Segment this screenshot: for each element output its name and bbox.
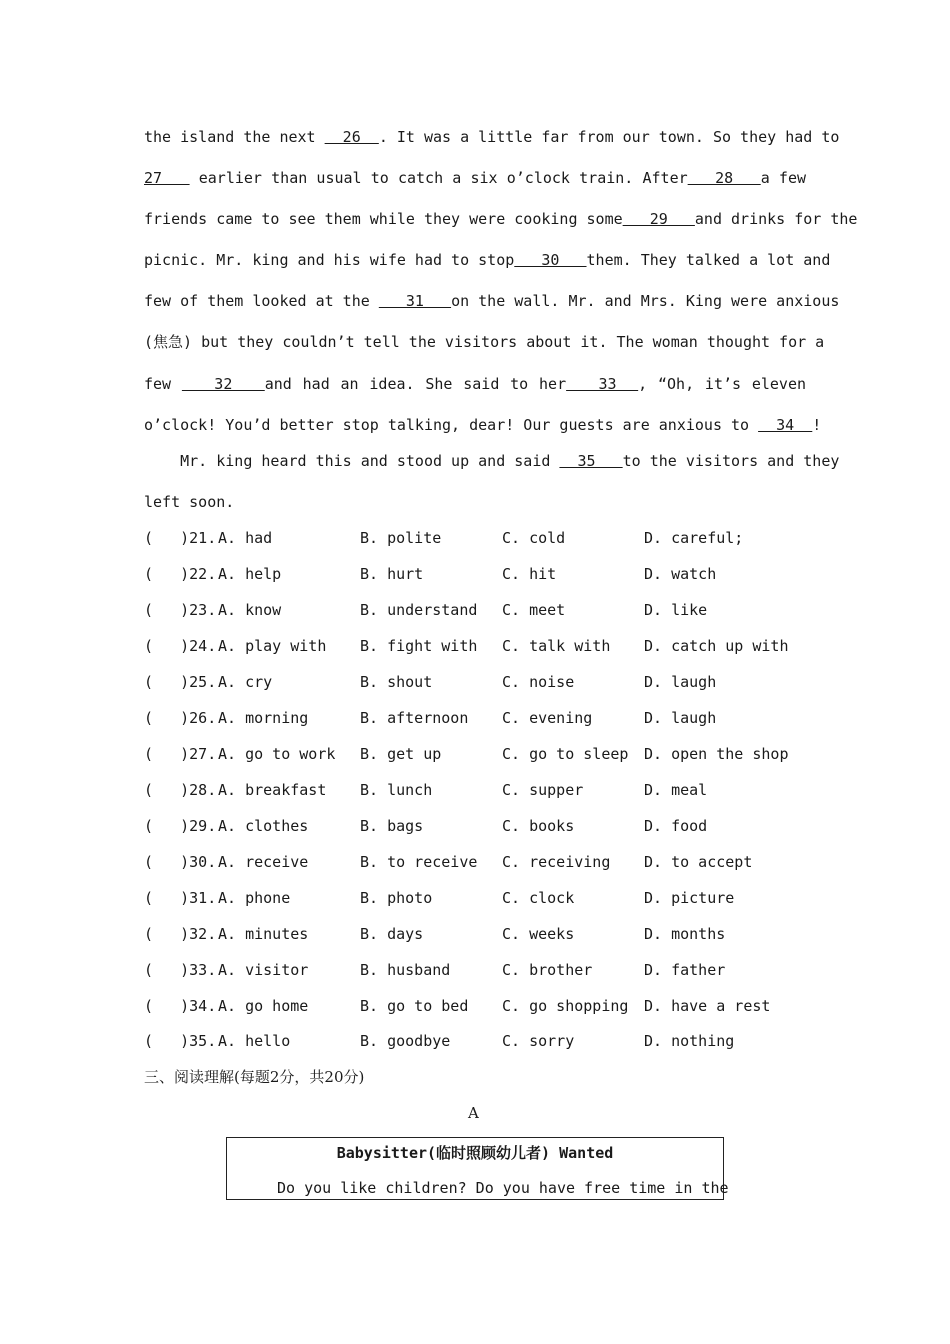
option-a: A. know — [218, 601, 282, 619]
passage-text: and had an idea. She said to her — [264, 375, 567, 393]
blank-33: 33 — [566, 375, 639, 393]
question-row — [144, 888, 824, 908]
option-a: A. breakfast — [218, 781, 327, 799]
option-a: A. receive — [218, 853, 309, 871]
ad-text: Do you like children? Do you have free time in the — [277, 1179, 729, 1197]
option-a: A. help — [218, 565, 282, 583]
option-d: D. laugh — [644, 709, 717, 727]
option-d: D. catch up with — [644, 637, 789, 655]
answer-bracket[interactable]: ( )22. — [144, 565, 217, 583]
blank-26: 26 — [324, 128, 379, 146]
answer-bracket[interactable]: ( )25. — [144, 673, 217, 691]
option-d: D. laugh — [644, 673, 717, 691]
option-c: C. brother — [502, 961, 593, 979]
option-b: B. hurt — [360, 565, 424, 583]
option-b: B. polite — [360, 529, 442, 547]
option-d: D. careful; — [644, 529, 744, 547]
option-c: C. supper — [502, 781, 584, 799]
question-row — [144, 780, 824, 800]
option-b: B. shout — [360, 673, 433, 691]
option-a: A. go home — [218, 997, 309, 1015]
option-b: B. lunch — [360, 781, 433, 799]
passage-line-3 — [144, 209, 858, 229]
option-a: A. minutes — [218, 925, 309, 943]
option-d: D. father — [644, 961, 726, 979]
passage-text: few of them looked at the — [144, 292, 379, 310]
option-d: D. food — [644, 817, 708, 835]
option-b: B. husband — [360, 961, 451, 979]
answer-bracket[interactable]: ( )33. — [144, 961, 217, 979]
answer-bracket[interactable]: ( )21. — [144, 529, 217, 547]
option-c: C. meet — [502, 601, 566, 619]
option-d: D. picture — [644, 889, 735, 907]
blank-31: 31 — [378, 292, 452, 310]
option-c: C. weeks — [502, 925, 575, 943]
section-heading: 三、阅读理解(每题2分，共20分) — [144, 1068, 365, 1086]
question-row — [144, 816, 824, 836]
answer-bracket[interactable]: ( )29. — [144, 817, 217, 835]
passage-line-5 — [144, 291, 840, 311]
question-row — [144, 924, 824, 944]
option-c: C. go to sleep — [502, 745, 629, 763]
passage-text: . It was a little far from our town. So they had to — [378, 128, 840, 146]
option-b: B. to receive — [360, 853, 478, 871]
passage-text: friends came to see them while they were cooking some — [144, 210, 623, 228]
passage-text: the island the next — [144, 128, 325, 146]
answer-bracket[interactable]: ( )27. — [144, 745, 217, 763]
question-row — [144, 708, 824, 728]
passage-line-9 — [144, 451, 840, 471]
passage-text: left soon. — [144, 493, 235, 511]
question-row — [144, 528, 824, 548]
option-c: C. go shopping — [502, 997, 629, 1015]
option-b: B. get up — [360, 745, 442, 763]
passage-text: a few — [760, 169, 807, 187]
option-d: D. to accept — [644, 853, 753, 871]
question-row — [144, 636, 824, 656]
passage-text: , “Oh, it’s eleven — [638, 375, 807, 393]
option-b: B. goodbye — [360, 1032, 451, 1050]
blank-35: 35 — [559, 452, 623, 470]
passage-text: ! — [812, 416, 822, 434]
option-b: B. fight with — [360, 637, 478, 655]
passage-text: picnic. Mr. king and his wife had to stop — [144, 251, 515, 269]
blank-34: 34 — [758, 416, 813, 434]
answer-bracket[interactable]: ( )23. — [144, 601, 217, 619]
answer-bracket[interactable]: ( )30. — [144, 853, 217, 871]
option-d: D. nothing — [644, 1032, 735, 1050]
option-c: C. sorry — [502, 1032, 575, 1050]
question-row — [144, 852, 824, 872]
option-a: A. had — [218, 529, 273, 547]
option-c: C. books — [502, 817, 575, 835]
blank-32: 32 — [181, 375, 265, 393]
option-c: C. talk with — [502, 637, 611, 655]
answer-bracket[interactable]: ( )32. — [144, 925, 217, 943]
option-d: D. months — [644, 925, 726, 943]
passage-text: few — [144, 375, 182, 393]
passage-text: on the wall. Mr. and Mrs. King were anxious — [451, 292, 840, 310]
option-a: A. phone — [218, 889, 291, 907]
ad-title: Babysitter(临时照顾幼儿者) Wanted — [336, 1144, 614, 1162]
passage-line-6 — [144, 332, 825, 352]
answer-bracket[interactable]: ( )28. — [144, 781, 217, 799]
option-c: C. evening — [502, 709, 593, 727]
passage-line-10 — [144, 492, 806, 512]
passage-line-7 — [144, 374, 806, 394]
question-row — [144, 564, 824, 584]
option-c: C. cold — [502, 529, 566, 547]
option-b: B. go to bed — [360, 997, 469, 1015]
option-b: B. afternoon — [360, 709, 469, 727]
blank-28: 28 — [687, 169, 761, 187]
passage-text: Mr. king heard this and stood up and said — [144, 452, 560, 470]
option-d: D. have a rest — [644, 997, 771, 1015]
option-b: B. understand — [360, 601, 478, 619]
option-d: D. meal — [644, 781, 708, 799]
option-a: A. clothes — [218, 817, 309, 835]
passage-text: (焦急) but they couldn’t tell the visitors about it. The woman thought for a — [144, 333, 825, 351]
option-a: A. hello — [218, 1032, 291, 1050]
answer-bracket[interactable]: ( )24. — [144, 637, 217, 655]
option-a: A. go to work — [218, 745, 336, 763]
passage-line-2 — [144, 168, 806, 188]
passage-text: them. They talked a lot and — [586, 251, 831, 269]
option-c: C. clock — [502, 889, 575, 907]
option-b: B. days — [360, 925, 424, 943]
passage-text: earlier than usual to catch a six o’clock train. After — [189, 169, 688, 187]
passage-text: and drinks for the — [694, 210, 858, 228]
answer-bracket[interactable]: ( )35. — [144, 1032, 217, 1050]
option-b: B. photo — [360, 889, 433, 907]
blank-29: 29 — [622, 210, 695, 228]
blank-30: 30 — [514, 251, 587, 269]
blank-27: 27 — [144, 169, 190, 187]
option-b: B. bags — [360, 817, 424, 835]
option-a: A. visitor — [218, 961, 309, 979]
passage-label: A — [468, 1104, 479, 1122]
option-d: D. open the shop — [644, 745, 789, 763]
option-d: D. like — [644, 601, 708, 619]
option-c: C. hit — [502, 565, 557, 583]
ad-box — [226, 1137, 729, 1200]
question-row — [144, 672, 824, 692]
option-c: C. receiving — [502, 853, 611, 871]
question-row — [144, 960, 824, 980]
passage-line-8 — [144, 415, 822, 435]
option-a: A. cry — [218, 673, 273, 691]
passage-text: o’clock! You’d better stop talking, dear! Our guests are anxious to — [144, 416, 759, 434]
passage-line-1 — [144, 127, 840, 147]
passage-text: to the visitors and they — [622, 452, 840, 470]
option-d: D. watch — [644, 565, 717, 583]
passage-line-4 — [144, 250, 831, 270]
answer-bracket[interactable]: ( )34. — [144, 997, 217, 1015]
question-row — [144, 1031, 824, 1051]
answer-bracket[interactable]: ( )31. — [144, 889, 217, 907]
option-a: A. play with — [218, 637, 327, 655]
question-row — [144, 600, 824, 620]
question-row — [144, 744, 824, 764]
option-a: A. morning — [218, 709, 309, 727]
answer-bracket[interactable]: ( )26. — [144, 709, 217, 727]
question-row — [144, 996, 824, 1016]
option-c: C. noise — [502, 673, 575, 691]
